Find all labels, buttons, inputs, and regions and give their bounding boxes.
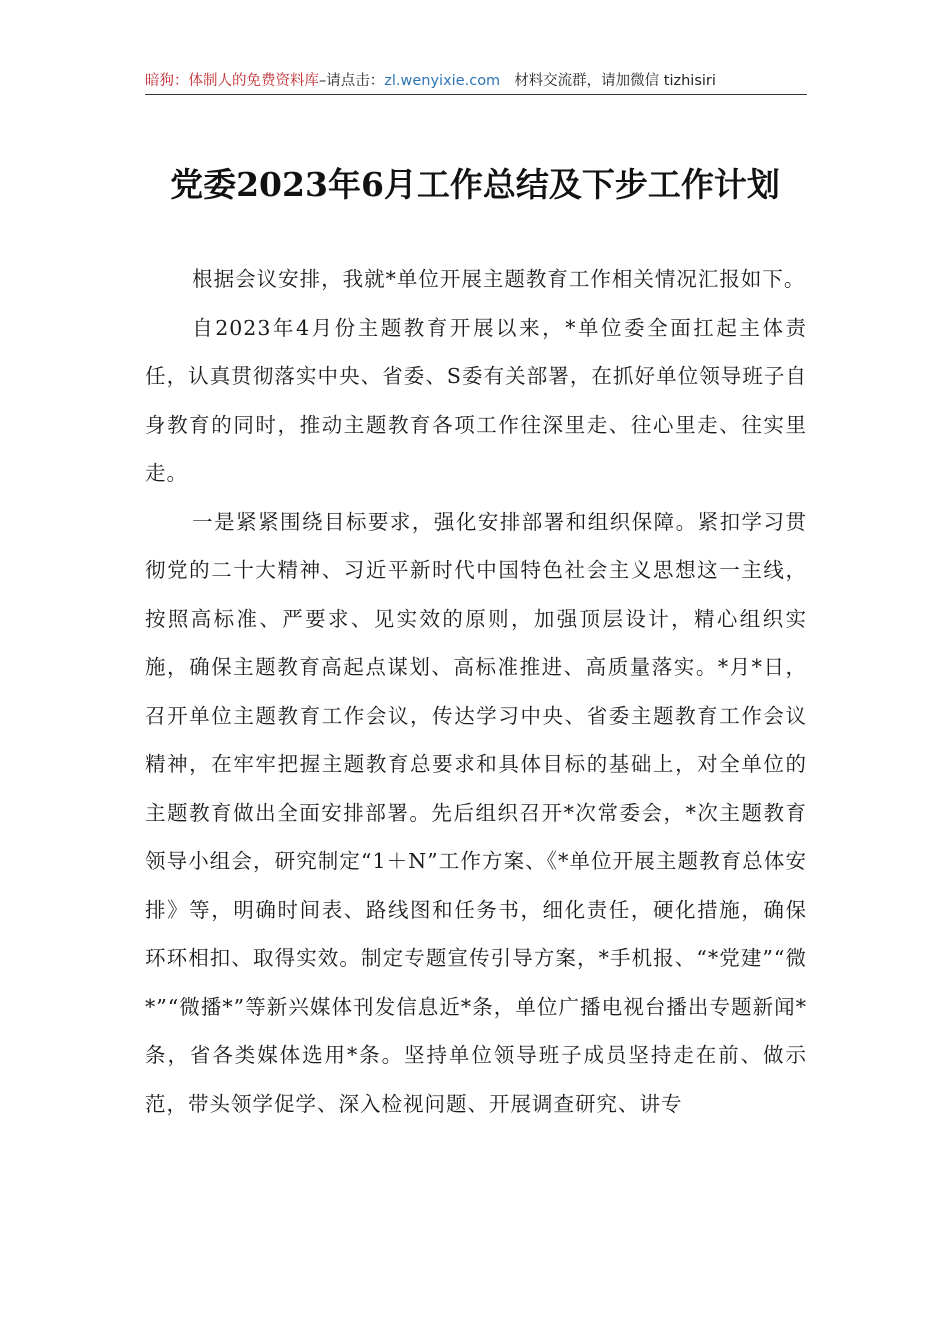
document-title: 党委2023年6月工作总结及下步工作计划 (170, 165, 780, 204)
header-separator-text: –请点击： (319, 73, 385, 89)
paragraph-intro: 根据会议安排，我就*单位开展主题教育工作相关情况汇报如下。 (192, 267, 806, 291)
header-contact-text: 材料交流群，请加微信 tizhisiri (514, 73, 716, 89)
header-divider (145, 94, 807, 95)
paragraph-point-one: 一是紧紧围绕目标要求，强化安排部署和组织保障。紧扣学习贯彻党的二十大精神、习近平新时代中国特色社会主义思想这一主线，按照高标准、严要求、见实效的原则，加强顶层设计，精心组织实施，确保主题教育高起点谋划、高标准推进、高质量落实。*月*日，召开单位主题教育工作会议，传达学习中央、省委主题教育工作会议精神，在牢牢把握主题教育总要求和具体目标的基础上，对全单位的主题教育做出全面安排部署。先后组织召开*次常委会，*次主题教育领导小组会，研究制定“1＋N”工作方案、《*单位开展主题教育总体安排》等，明确时间表、路线图和任务书，细化责任，硬化措施，确保环环相扣、取得实效。制定专题宣传引导方案，*手机报、“*党建”“微*”“微播*”等新兴媒体刊发信息近*条，单位广播电视台播出专题新闻*条，省各类媒体选用*条。坚持单位领导班子成员坚持走在前、做示范，带头领学促学、深入检视问题、开展调查研究、讲专 (145, 509, 807, 1116)
document-body (145, 255, 807, 1128)
header-link[interactable]: zl.wenyixie.com (384, 73, 501, 89)
header-brand-text: 暗狗：体制人的免费资料库 (145, 73, 319, 89)
paragraph-overview: 自2023年4月份主题教育开展以来，*单位委全面扛起主体责任，认真贯彻落实中央、省委、S委有关部署，在抓好单位领导班子自身教育的同时，推动主题教育各项工作往深里走、往心里走、往实里走。 (145, 315, 807, 485)
page-header (145, 68, 805, 94)
